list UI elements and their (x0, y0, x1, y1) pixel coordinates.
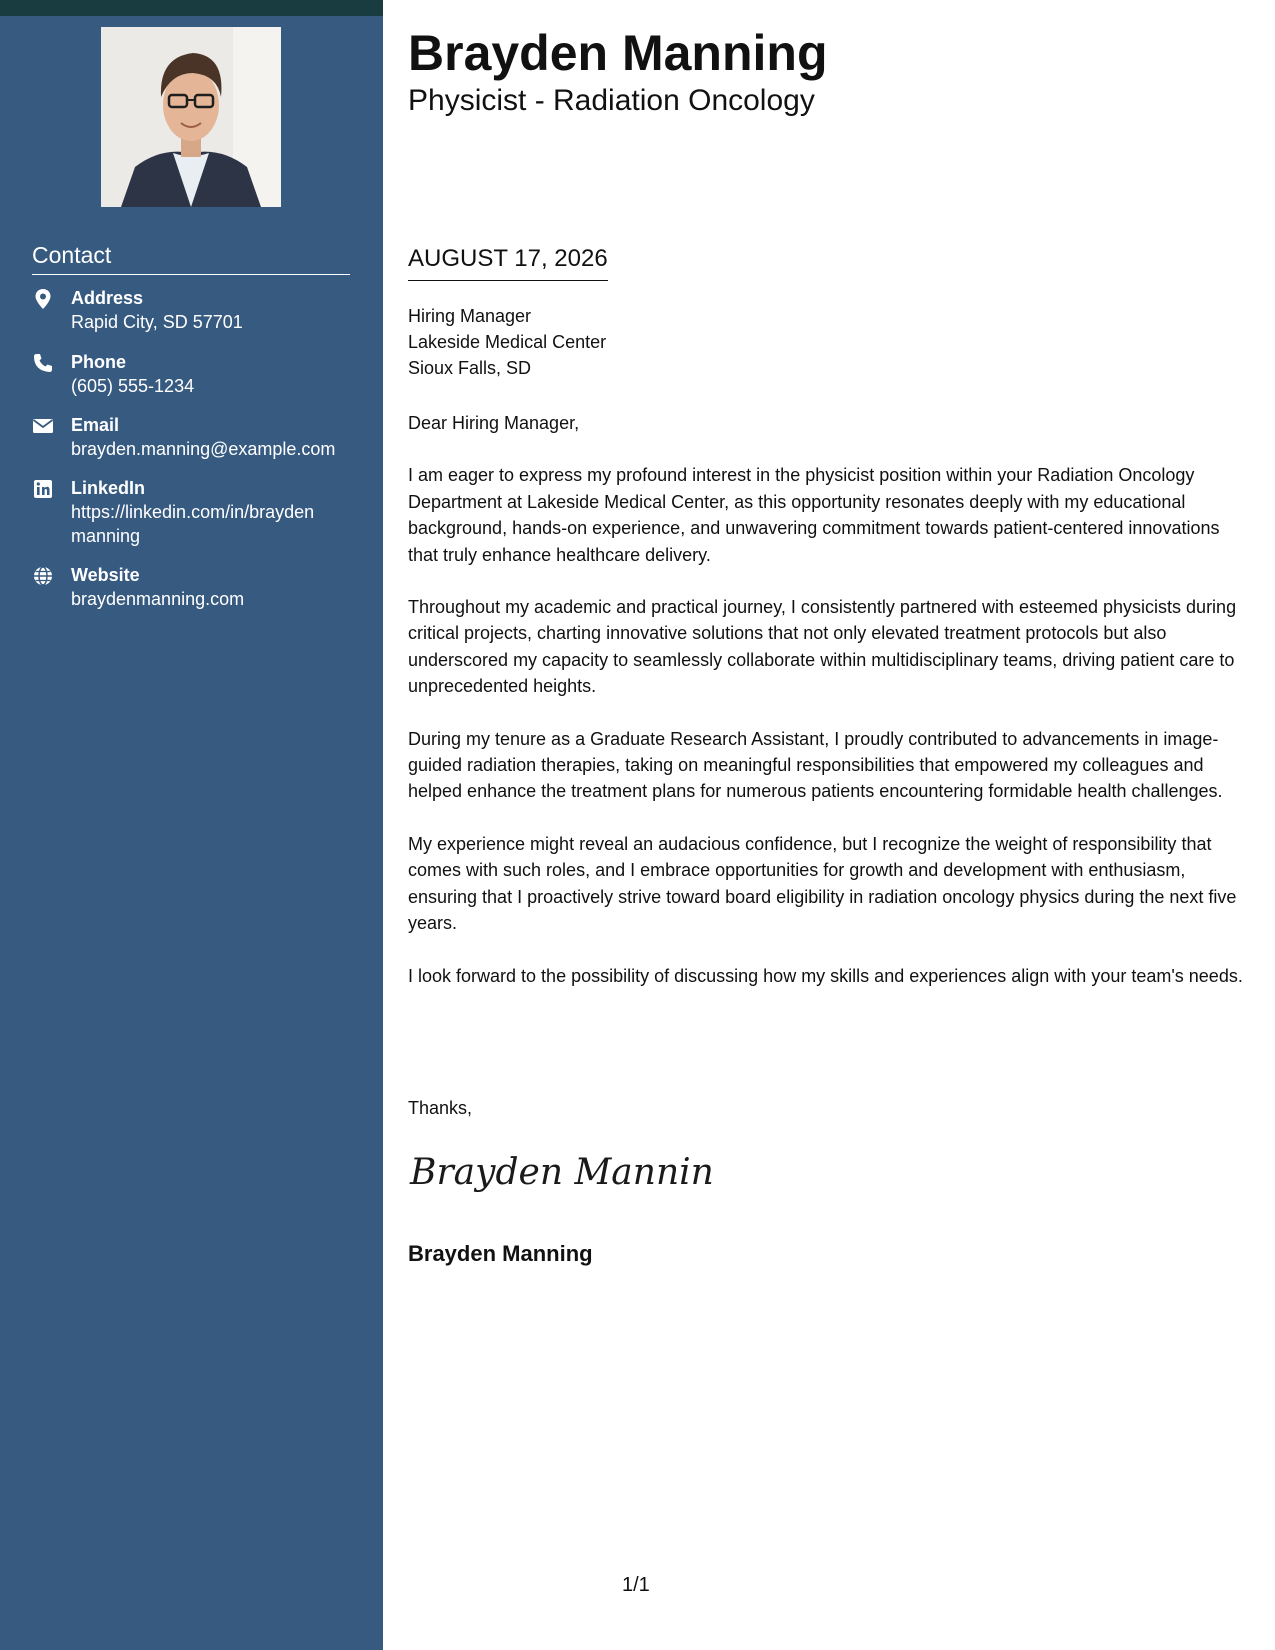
linkedin-icon (32, 478, 58, 500)
contact-label: Address (71, 288, 144, 308)
body-paragraph: Throughout my academic and practical journey, I consistently partnered with esteemed physicists during critical projects, charting innovative solutions that not only elevated treatment protocols but also underscored my capacity to seamlessly collaborate within multidisciplinary teams, driving patient care to unprecedented heights. (408, 597, 1237, 697)
signature-name: Brayden Manning (408, 1241, 593, 1266)
contact-value: brayden.manning@example.com (71, 439, 336, 459)
recipient-line: Sioux Falls, SD (408, 358, 532, 378)
body-paragraph: I look forward to the possibility of discussing how my skills and experiences align with your team's needs. (408, 965, 1243, 986)
letter-date: AUGUST 17, 2026 (408, 244, 608, 281)
contact-value[interactable]: https://linkedin.com/in/brayden manning (71, 502, 315, 546)
applicant-name: Brayden Manning (408, 25, 828, 81)
recipient-line: Lakeside Medical Center (408, 332, 607, 352)
contact-label: Phone (71, 352, 127, 372)
contact-label: LinkedIn (71, 478, 146, 498)
phone-icon (32, 352, 58, 374)
contact-value: Rapid City, SD 57701 (71, 312, 243, 332)
globe-icon (32, 565, 58, 587)
location-pin-icon (32, 288, 58, 310)
contact-label: Website (71, 565, 140, 585)
letter-body (408, 410, 1253, 1015)
recipient-block (408, 303, 606, 381)
recipient-line: Hiring Manager (408, 306, 532, 326)
contact-heading: Contact (32, 240, 350, 275)
body-paragraph: I am eager to express my profound interest in the physicist position within your Radiation Oncology Department at Lakeside Medical Center, as this opportunity resonates deeply with my educational background, hands-on experience, and unwavering commitment towards patient-centered innovations that truly enhance healthcare delivery. (408, 465, 1220, 565)
avatar (101, 27, 281, 207)
portrait-image (101, 27, 281, 207)
job-title: Physicist - Radiation Oncology (408, 84, 815, 117)
sidebar-top-bar (0, 0, 383, 16)
signature-script: Brayden Mannin (410, 1152, 714, 1193)
body-paragraph: My experience might reveal an audacious confidence, but I recognize the weight of responsibility that comes with such roles, and I embrace opportunities for growth and development with enthusiasm, ensuring that I proactively strive toward board eligibility in radiation oncology physics during the next five years. (408, 833, 1237, 934)
salutation: Dear Hiring Manager, (408, 413, 580, 433)
contact-label: Email (71, 415, 120, 435)
contact-value: (605) 555-1234 (71, 376, 195, 396)
sidebar (0, 0, 383, 1650)
page-number: 1/1 (622, 1574, 650, 1596)
contact-value[interactable]: braydenmanning.com (71, 589, 245, 609)
closing: Thanks, (408, 1098, 473, 1118)
signature-image (408, 1140, 714, 1202)
body-paragraph: During my tenure as a Graduate Research Assistant, I proudly contributed to advancements in image-guided radiation therapies, taking on meaningful responsibilities that empowered my colleagues and helped enhance the treatment plans for numerous patients encountering formidable health challenges. (408, 728, 1223, 802)
envelope-icon (32, 415, 58, 437)
